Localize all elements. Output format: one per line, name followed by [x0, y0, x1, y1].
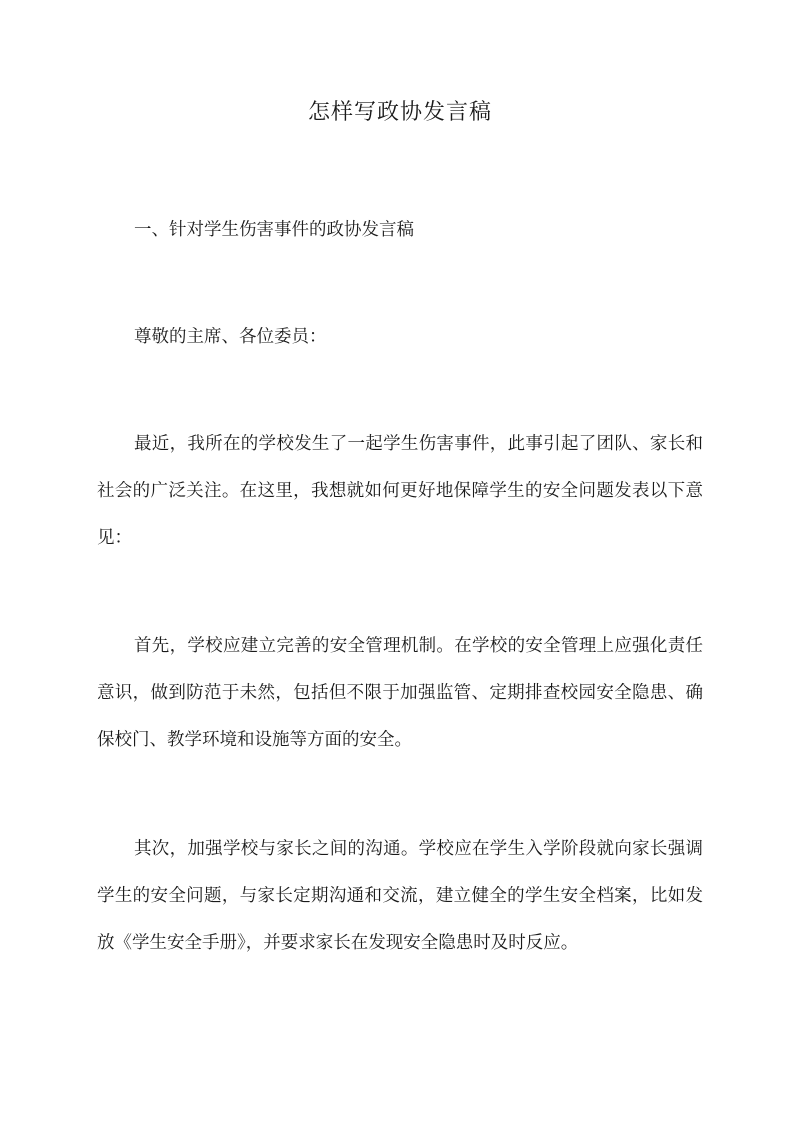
section-heading: 一、针对学生伤害事件的政协发言稿 [134, 220, 414, 240]
paragraph: 其次，加强学校与家长之间的沟通。学校应在学生入学阶段就向家长强调学生的安全问题，与家长定期沟通和交流，建立健全的学生安全档案，比如发放《学生安全手册》，并要求家长在发现安全隐患时及时反应。 [97, 839, 703, 953]
paragraph: 首先，学校应建立完善的安全管理机制。在学校的安全管理上应强化责任意识，做到防范于未然，包括但不限于加强监管、定期排查校园安全隐患、确保校门、教学环境和设施等方面的安全。 [97, 636, 703, 750]
salutation: 尊敬的主席、各位委员： [134, 327, 327, 347]
document-title: 怎样写政协发言稿 [307, 100, 492, 125]
paragraph: 最近，我所在的学校发生了一起学生伤害事件，此事引起了团队、家长和社会的广泛关注。在这里，我想就如何更好地保障学生的安全问题发表以下意见： [97, 434, 703, 548]
